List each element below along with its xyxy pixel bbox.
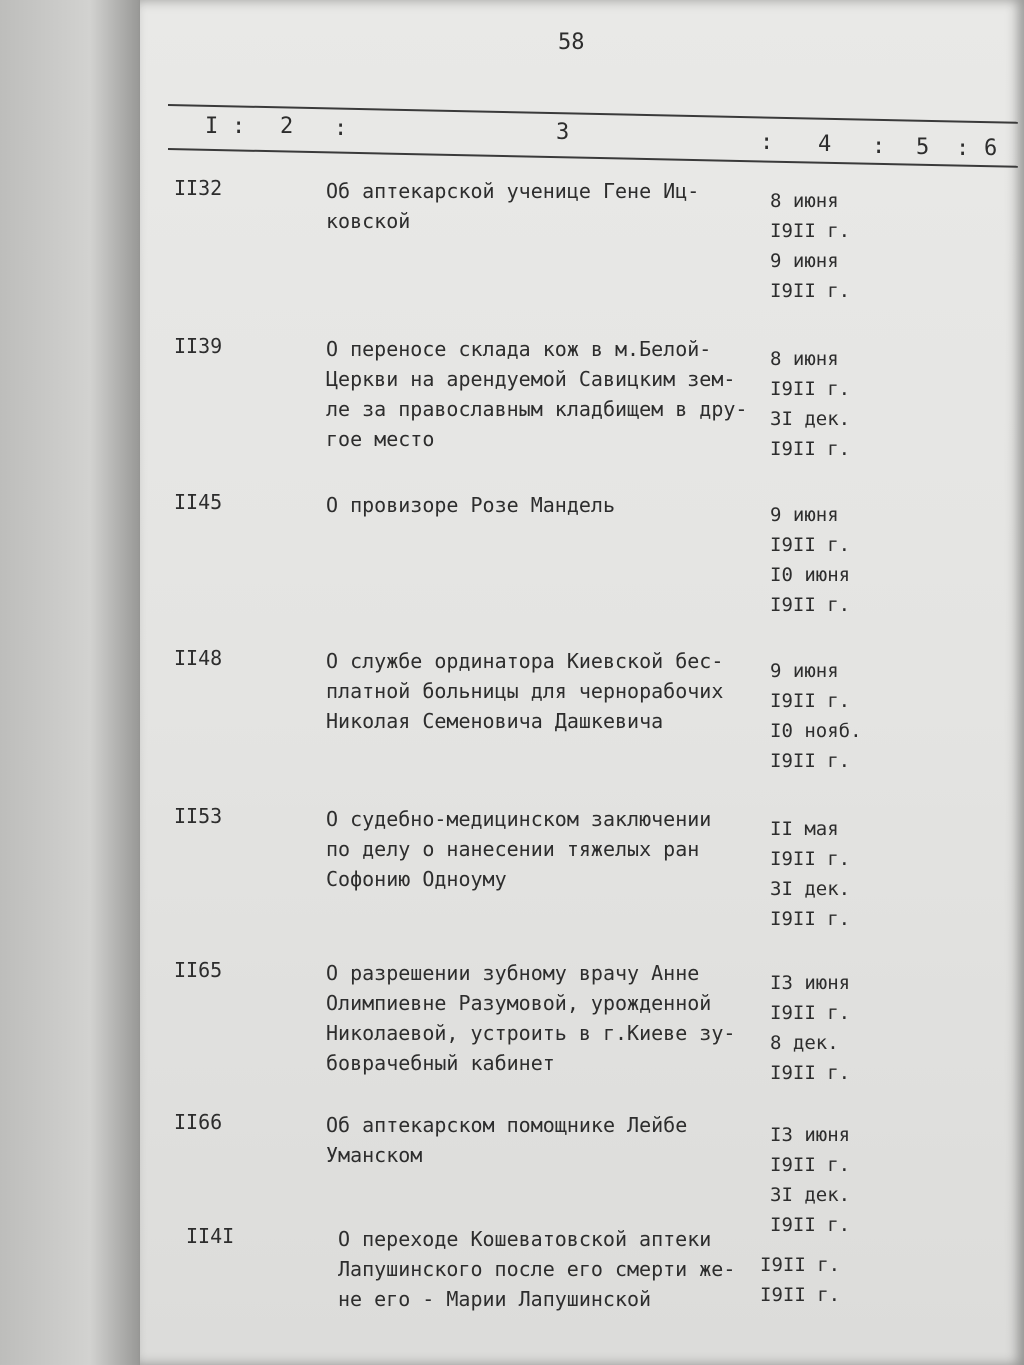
case-number: II39 <box>174 334 223 358</box>
case-title: О судебно-медицинском заключении по делу о нанесении тяжелых ран Софонию Одноуму <box>326 807 712 891</box>
column-header-1: I <box>205 114 219 139</box>
column-separator: : <box>334 116 348 141</box>
case-dates: I3 июня I9II г. 8 дек. I9II г. <box>770 972 851 1084</box>
page-number: 58 <box>558 30 585 55</box>
case-dates: II мая I9II г. 3I дек. I9II г. <box>770 818 851 930</box>
column-separator: : <box>232 114 246 139</box>
column-header-6: 6 <box>984 136 998 161</box>
column-separator: : <box>956 136 970 161</box>
case-number: II53 <box>174 804 223 828</box>
facing-page <box>0 0 150 1365</box>
case-number: II48 <box>174 646 223 670</box>
case-title: О службе ординатора Киевской бес- платной больницы для чернорабочих Николая Семеновича Дашкевича <box>326 649 724 733</box>
case-number: II65 <box>174 958 223 982</box>
case-dates: I3 июня I9II г. 3I дек. I9II г. <box>770 1124 851 1236</box>
column-header-3: 3 <box>556 120 570 145</box>
column-header-5: 5 <box>916 135 930 160</box>
column-header-2: 2 <box>280 114 294 139</box>
column-header-4: 4 <box>818 132 832 157</box>
case-number: II4I <box>186 1224 235 1248</box>
case-dates: 9 июня I9II г. I0 июня I9II г. <box>770 504 851 616</box>
case-dates: I9II г. I9II г. <box>760 1254 841 1306</box>
case-title: О переносе склада кож в м.Белой- Церкви на арендуемой Савицким зем- ле за православным кладбищем в дру- гое место <box>326 337 748 451</box>
case-title: Об аптекарском помощнике Лейбе Уманском <box>326 1113 688 1167</box>
case-title: О провизоре Розе Мандель <box>326 493 615 517</box>
case-title: О разрешении зубному врачу Анне Олимпиевне Разумовой, урожденной Николаевой, устроить в г.Киеве зу- боврачебный кабинет <box>326 961 736 1075</box>
case-title: О переходе Кошеватовской аптеки Лапушинского после его смерти же- не его - Марии Лапушинской <box>338 1227 736 1311</box>
case-dates: 9 июня I9II г. I0 нояб. I9II г. <box>770 660 862 772</box>
column-separator: : <box>872 134 886 159</box>
case-dates: 8 июня I9II г. 3I дек. I9II г. <box>770 348 851 460</box>
case-number: II45 <box>174 490 223 514</box>
column-separator: : <box>760 130 774 155</box>
case-number: II32 <box>174 176 223 200</box>
case-dates: 8 июня I9II г. 9 июня I9II г. <box>770 190 851 302</box>
case-title: Об аптекарской ученице Гене Иц- ковской <box>326 179 700 233</box>
case-number: II66 <box>174 1110 223 1134</box>
